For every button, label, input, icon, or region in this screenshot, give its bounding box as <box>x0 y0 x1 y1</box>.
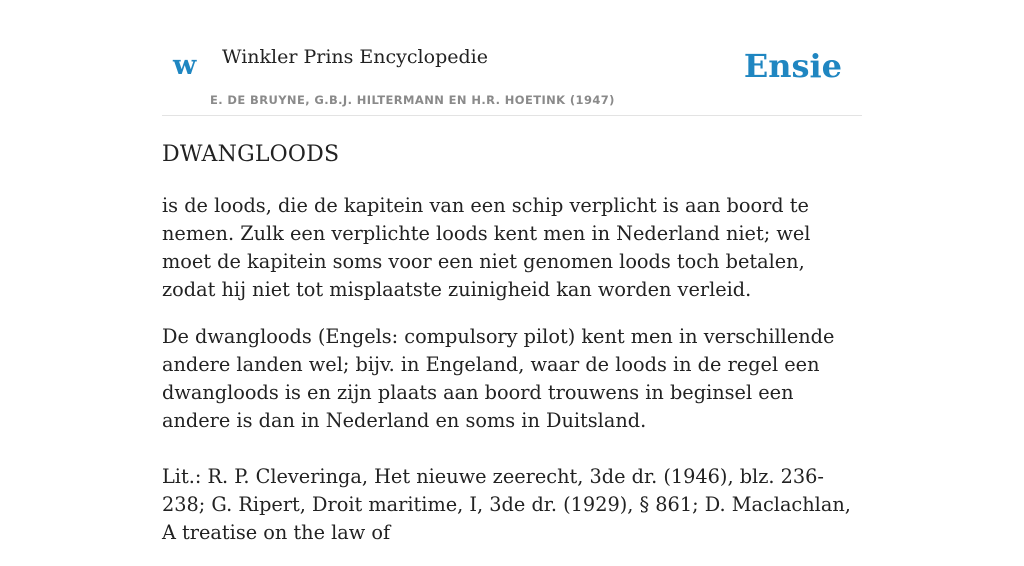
book-title[interactable]: Winkler Prins Encyclopedie <box>222 46 488 68</box>
entry-body <box>162 192 862 566</box>
book-authors: E. DE BRUYNE, G.B.J. HILTERMANN EN H.R. HOETINK (1947) <box>210 93 615 107</box>
winkler-prins-logo[interactable]: w <box>173 50 197 81</box>
entry-title: DWANGLOODS <box>162 142 340 167</box>
literature-references: Lit.: R. P. Cleveringa, Het nieuwe zeerecht, 3de dr. (1946), blz. 236-238; G. Ripert, Droit maritime, I, 3de dr. (1929), § 861; D. Maclachlan, A treatise on the law of <box>162 465 851 544</box>
ensie-brand-logo[interactable]: Ensie <box>743 47 842 85</box>
entry-paragraph: is de loods, die de kapitein van een schip verplicht is aan boord te nemen. Zulk een verplichte loods kent men in Nederland niet; wel moet de kapitein soms voor een niet genomen loods toch betalen, zodat hij niet tot misplaatste zuinigheid kan worden verleid. <box>162 194 811 301</box>
entry-paragraph: De dwangloods (Engels: compulsory pilot) kent men in verschillende andere landen wel; bijv. in Engeland, waar de loods in de regel een dwangloods is en zijn plaats aan boord trouwens in beginsel een andere is dan in Nederland en soms in Duitsland. <box>162 325 835 432</box>
source-header <box>162 0 862 116</box>
content-container <box>162 0 862 544</box>
